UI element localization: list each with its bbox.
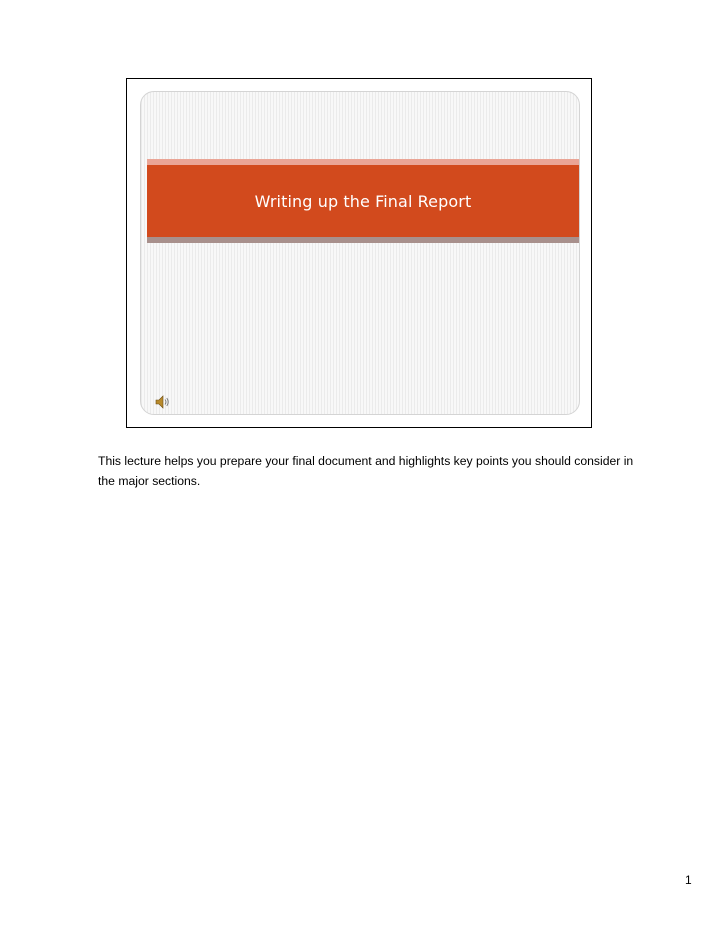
title-band-bottom-stripe — [147, 237, 579, 243]
speaker-icon[interactable] — [155, 394, 171, 410]
title-band — [147, 165, 579, 237]
slide-thumbnail — [126, 78, 592, 428]
slide-notes: This lecture helps you prepare your final document and highlights key points you should consider in the major sections. — [98, 454, 634, 488]
page-number: 1 — [685, 873, 692, 887]
slide-title: Writing up the Final Report — [254, 191, 472, 211]
slide-background — [140, 91, 580, 415]
